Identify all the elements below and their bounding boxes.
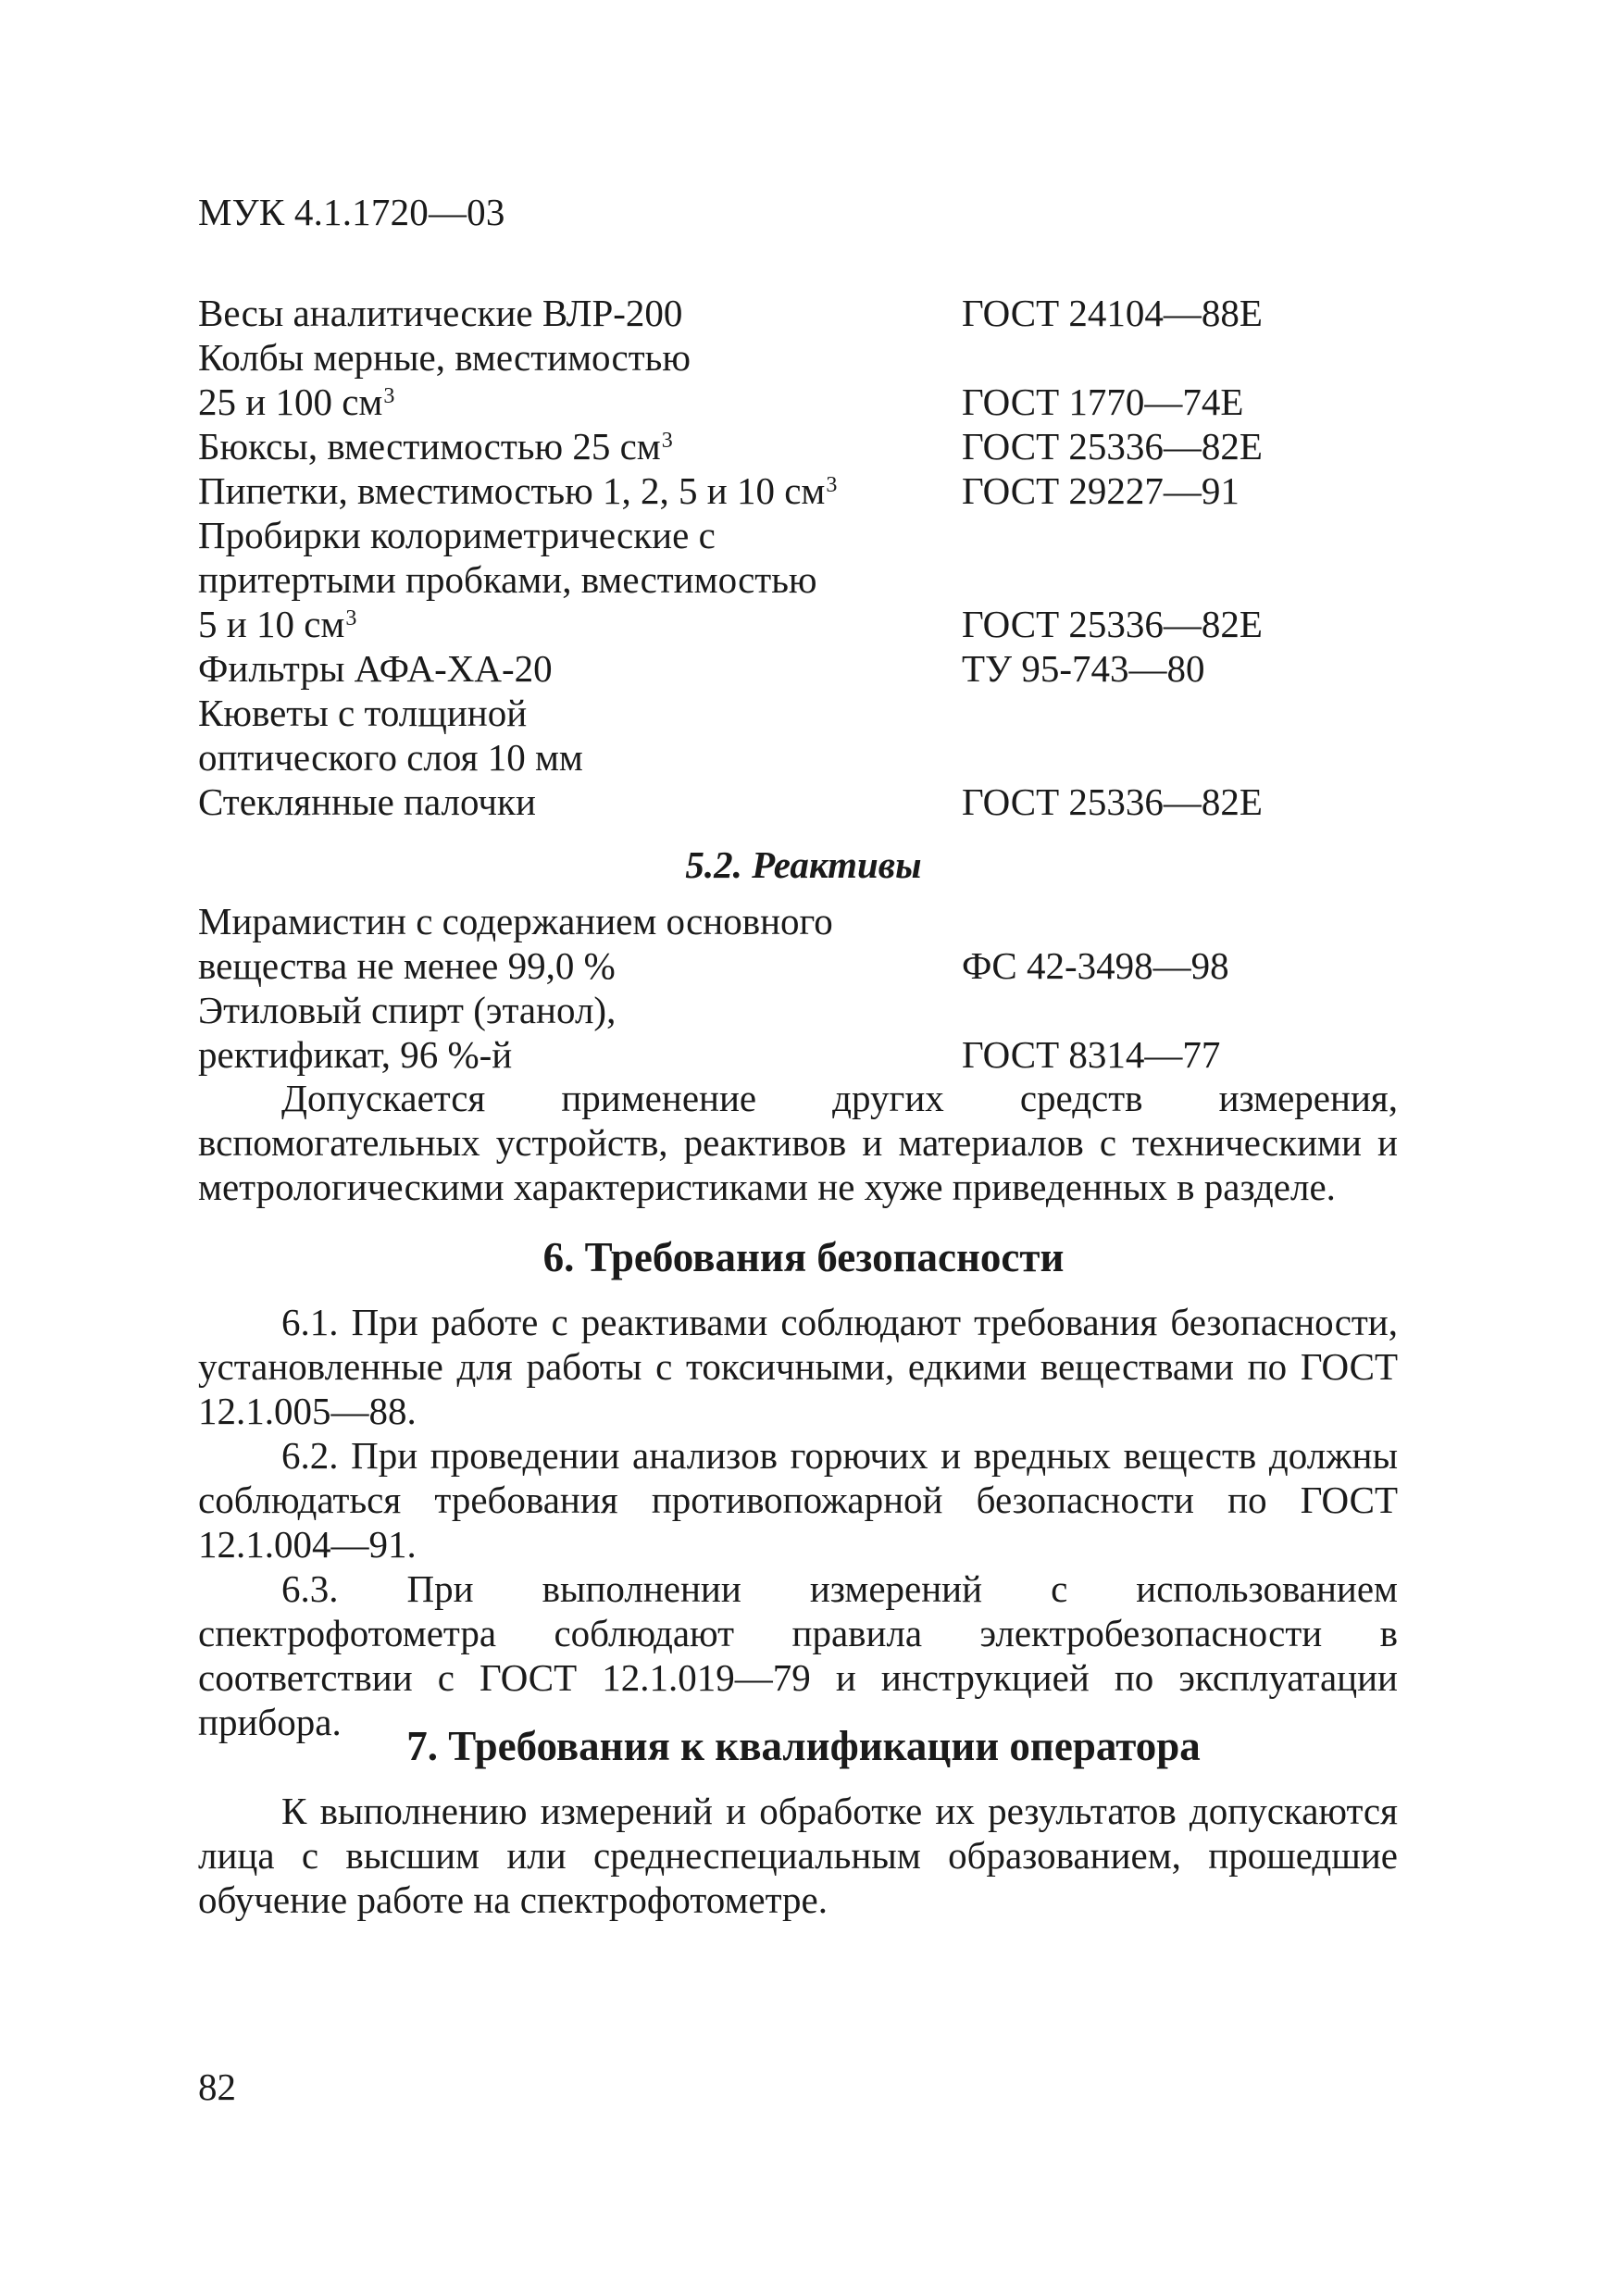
reagent-name: ректификат, 96 %-й [198,1033,513,1076]
equipment-row [198,423,1392,469]
paragraph-text: К выполнению измерений и обработке их результатов допускаются лица с высшим или среднеспециальным образованием, прошедшие обучение работе на спектрофотометре. [198,1790,1398,1921]
page-number: 82 [198,2065,236,2108]
equipment-row [198,512,1392,558]
equipment-row [198,601,1392,647]
equipment-row [198,290,1392,336]
reagent-name: Этиловый спирт (этанол), [198,989,617,1031]
superscript: 3 [345,606,357,630]
superscript: 3 [383,384,395,408]
equipment-row [198,468,1392,514]
equipment-name: Пипетки, вместимостью 1, 2, 5 и 10 $см^3$ [198,469,838,512]
equipment-name: 25 и 100 $см^3$ [198,381,395,423]
equipment-name: Пробирки колориметрические с [198,514,716,556]
equipment-standard: ТУ 95-743—80 [962,647,1205,690]
equipment-standard: ГОСТ 25336—82Е [962,780,1263,823]
reagent-standard: ФС 42-3498—98 [962,944,1229,987]
paragraph-text: 6.1. При работе с реактивами соблюдают требования безопасности, установленные для работы с токсичными, едкими веществами по ГОСТ 12.1.005—88. [198,1301,1398,1432]
equipment-name: Фильтры АФА-ХА-20 [198,647,553,690]
equipment-name: Бюксы, вместимостью 25 $см^3$ [198,425,673,468]
reagent-row [198,1031,1392,1078]
equipment-name: притертыми пробками, вместимостью [198,558,817,601]
reagent-row [198,942,1392,989]
paragraph-text: Допускается применение других средств измерения, вспомогательных устройств, реактивов и материалов с техническими и метрологическими характеристиками не хуже приведенных в разделе. [198,1077,1398,1208]
equipment-name: Колбы мерные, вместимостью [198,336,691,379]
equipment-name: Стеклянные палочки [198,780,536,823]
equipment-standard: ГОСТ 24104—88Е [962,292,1263,334]
equipment-standard: ГОСТ 25336—82Е [962,425,1263,468]
reagent-name: Мирамистин с содержанием основного [198,900,833,942]
equipment-row [198,779,1392,825]
equipment-row [198,690,1392,736]
reagent-row [198,898,1392,944]
section-7-title: 7. Требования к квалификации оператора [406,1723,1201,1769]
reagent-standard: ГОСТ 8314—77 [962,1033,1221,1076]
paragraph-text: 6.2. При проведении анализов горючих и вредных веществ должны соблюдаться требования противопожарной безопасности по ГОСТ 12.1.004—91. [198,1434,1398,1566]
superscript: 3 [826,473,838,497]
section-6-title: 6. Требования безопасности [542,1234,1065,1280]
superscript: 3 [661,429,673,453]
equipment-name: Кюветы с толщиной [198,692,528,734]
equipment-row [198,734,1392,780]
paragraph-text: 6.3. При выполнении измерений с использованием спектрофотометра соблюдают правила электробезопасности в соответствии с ГОСТ 12.1.019—79 и инструкцией по эксплуатации прибора. [198,1567,1398,1743]
equipment-row [198,334,1392,381]
reagent-name: вещества не менее 99,0 % [198,944,616,987]
reagent-row [198,987,1392,1033]
equipment-name: 5 и 10 $см^3$ [198,603,357,645]
equipment-row [198,556,1392,603]
section-6-paragraph-3 [198,1566,1398,1744]
equipment-standard: ГОСТ 29227—91 [962,469,1240,512]
section-6-paragraph-2 [198,1433,1398,1566]
allowance-paragraph [198,1076,1398,1209]
equipment-standard: ГОСТ 25336—82Е [962,603,1263,645]
equipment-standard: ГОСТ 1770—74Е [962,381,1244,423]
document-code-header: МУК 4.1.1720—03 [198,191,505,233]
section-6-paragraph-1 [198,1300,1398,1433]
equipment-name: Весы аналитические ВЛР-200 [198,292,683,334]
section-7-paragraph-1 [198,1789,1398,1922]
equipment-row [198,379,1392,425]
equipment-name: оптического слоя 10 мм [198,736,583,779]
equipment-row [198,645,1392,692]
reagents-subheading: 5.2. Реактивы [685,843,922,886]
